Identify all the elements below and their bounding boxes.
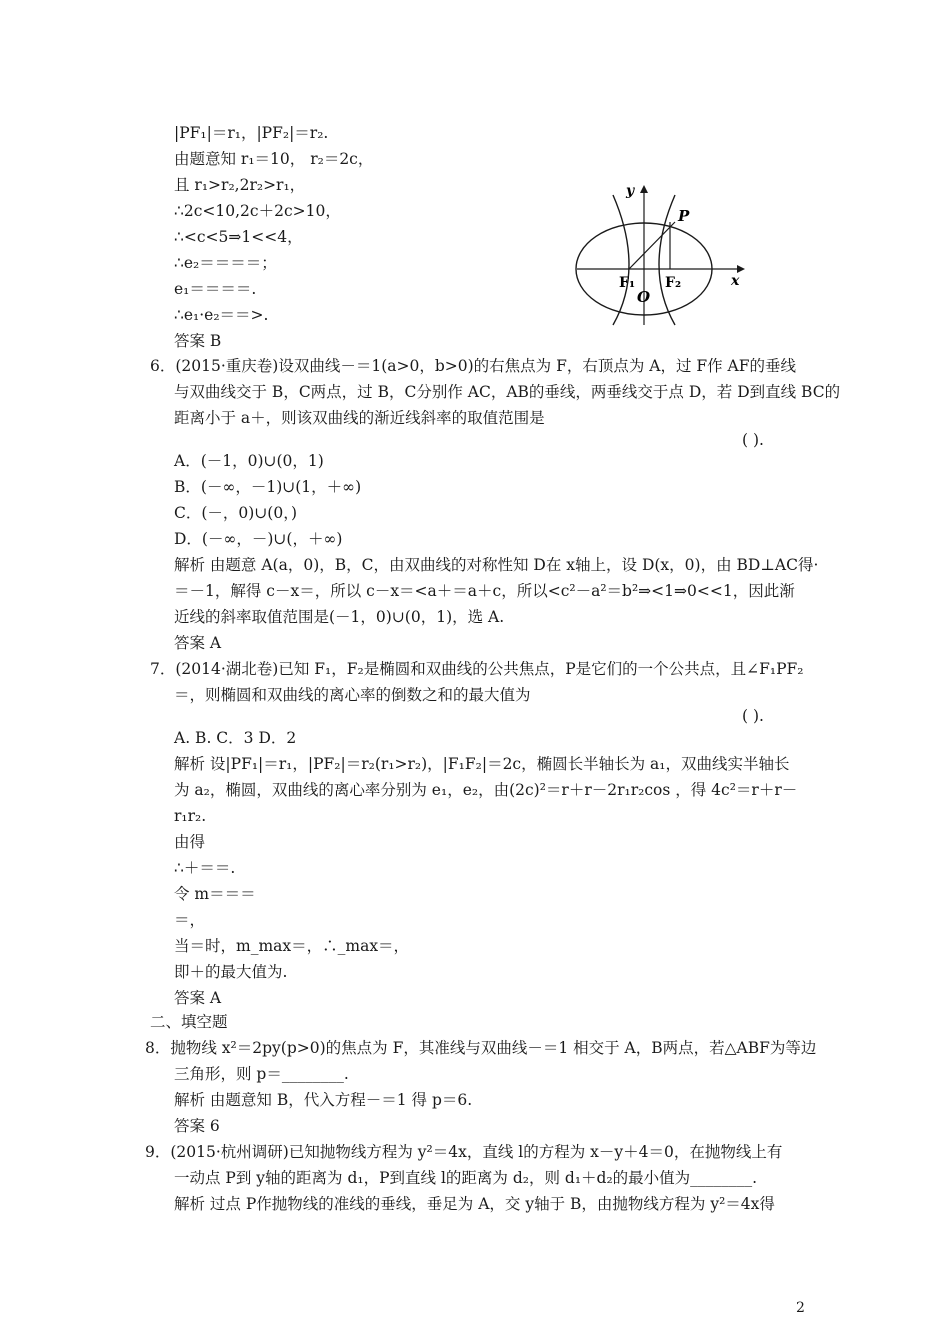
text-line: ∴e₂＝＝＝＝； (174, 254, 277, 272)
text-line: 答案 B (174, 332, 222, 350)
text-line: r₁r₂. (174, 807, 207, 825)
segment-pf1 (629, 222, 675, 269)
label-o: O (637, 288, 651, 306)
text-line: ∴2c<10,2c＋2c>10， (174, 202, 341, 220)
text-line: ∴e₁·e₂＝＝>. (174, 306, 269, 324)
text-line: 答案 A (174, 989, 222, 1007)
label-p: P (678, 207, 690, 225)
text-line: 解析 由题意 A(a，0)，B，C，由双曲线的对称性知 D在 x轴上，设 D(x，0)，由 BD⊥AC得· (174, 556, 819, 574)
text-line: 距离小于 a＋，则该双曲线的渐近线斜率的取值范围是 (174, 409, 545, 427)
text-line: B．(－∞，－1)∪(1，＋∞) (174, 478, 362, 496)
text-line: e₁＝＝＝＝. (174, 280, 257, 298)
text-line: 一动点 P到 y轴的距离为 d₁，P到直线 l的距离为 d₂，则 d₁＋d₂的最小值为________. (174, 1169, 758, 1187)
ellipse-hyperbola-figure (565, 175, 765, 335)
choice-bracket: ( ). (742, 431, 764, 449)
page-number: 2 (796, 1300, 805, 1316)
text-line: 为 a₂，椭圆，双曲线的离心率分别为 e₁，e₂，由(2c)²＝r＋r－2r₁r₂cos ，得 4c²＝r＋r－ (174, 781, 798, 799)
label-y: y (626, 183, 635, 199)
text-line: 由得 (174, 833, 206, 851)
text-line: ＝－1，解得 c－x＝，所以 c－x＝<a＋＝a＋c，所以<c²－a²＝b²⇒<1⇒0<<1，因此渐 (174, 582, 795, 600)
text-line: |PF₁|＝r₁，|PF₂|＝r₂. (174, 124, 329, 142)
text-line: 8．抛物线 x²＝2py(p>0)的焦点为 F，其准线与双曲线－＝1 相交于 A，B两点，若△ABF为等边 (145, 1039, 817, 1057)
text-line: ∴＋＝＝. (174, 859, 236, 877)
y-axis-arrow (640, 185, 648, 193)
text-line: 解析 过点 P作抛物线的准线的垂线，垂足为 A，交 y轴于 B，由抛物线方程为 y²＝4x得 (174, 1195, 775, 1213)
text-line: 7．(2014·湖北卷)已知 F₁，F₂是椭圆和双曲线的公共焦点，P是它们的一个公共点，且∠F₁PF₂ (150, 660, 804, 678)
text-line: 由题意知 r₁＝10， r₂＝2c， (174, 150, 374, 168)
text-line: 解析 由题意知 B，代入方程－＝1 得 p＝6. (174, 1091, 473, 1109)
hyperbola-left-branch (613, 195, 629, 325)
label-f2: F₂ (665, 275, 682, 291)
label-f1: F₁ (619, 275, 636, 291)
text-line: ＝， (174, 911, 206, 929)
text-line: ＝，则椭圆和双曲线的离心率的倒数之和的最大值为 (174, 686, 531, 704)
text-line: D．(－∞，－)∪(，＋∞) (174, 530, 343, 548)
text-line: 二、填空题 (150, 1013, 228, 1031)
text-line: 当＝时，m_max＝，∴_max＝， (174, 937, 410, 955)
text-line: C．(－，0)∪(0，) (174, 504, 298, 522)
text-line: 即＋的最大值为. (174, 963, 288, 981)
label-x: x (731, 273, 740, 289)
text-line: A. B. C．3 D．2 (174, 729, 297, 747)
text-line: 答案 A (174, 634, 222, 652)
text-line: 9．(2015·杭州调研)已知抛物线方程为 y²＝4x，直线 l的方程为 x－y＋4＝0，在抛物线上有 (145, 1143, 783, 1161)
text-line: ∴<c<5⇒1<<4， (174, 228, 303, 246)
text-line: 近线的斜率取值范围是(－1，0)∪(0，1)，选 A. (174, 608, 505, 626)
text-line: 且 r₁>r₂,2r₂>r₁， (174, 176, 306, 194)
text-line: 令 m＝＝＝ (174, 885, 256, 903)
text-line: 与双曲线交于 B，C两点，过 B，C分别作 AC，AB的垂线，两垂线交于点 D，若 D到直线 BC的 (174, 383, 841, 401)
text-line: 答案 6 (174, 1117, 220, 1135)
text-line: 6．(2015·重庆卷)设双曲线－＝1(a>0，b>0)的右焦点为 F，右顶点为 A，过 F作 AF的垂线 (150, 357, 797, 375)
text-line: A．(－1，0)∪(0，1) (174, 452, 324, 470)
text-line: 解析 设|PF₁|＝r₁，|PF₂|＝r₂(r₁>r₂)，|F₁F₂|＝2c，椭圆长半轴长为 a₁，双曲线实半轴长 (174, 755, 790, 773)
choice-bracket: ( ). (742, 707, 764, 725)
x-axis-arrow (737, 265, 745, 273)
hyperbola-right-branch (659, 195, 675, 325)
text-line: 三角形，则 p＝________. (174, 1065, 349, 1083)
